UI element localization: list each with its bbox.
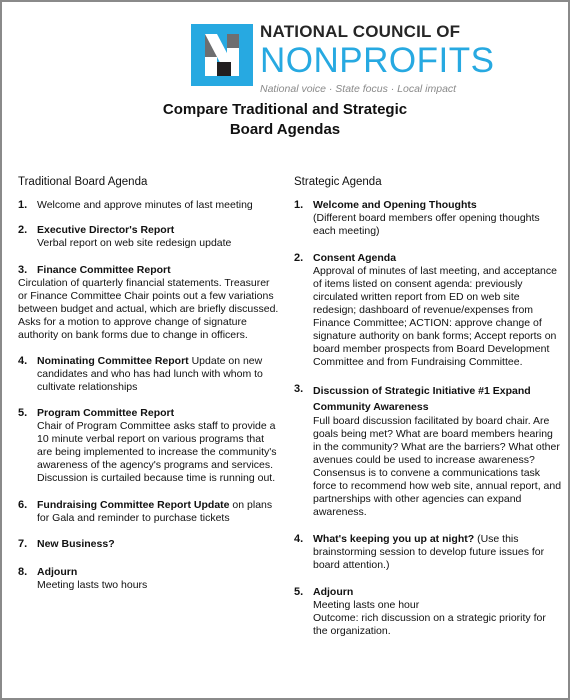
- item-number: 1.: [294, 199, 304, 211]
- strategic-item: [294, 199, 562, 238]
- item-number: 8.: [18, 566, 28, 578]
- item-heading: Discussion of Strategic Initiative #1 Expand Community Awareness: [313, 385, 531, 413]
- item-text: Welcome and approve minutes of last meeting: [37, 199, 253, 211]
- item-number: 5.: [18, 407, 28, 419]
- traditional-item: [18, 538, 280, 551]
- item-text: on plans for Gala and reminder to purchase tickets: [37, 499, 273, 524]
- item-number: 3.: [18, 264, 28, 276]
- item-description: Chair of Program Committee asks staff to provide a 10 minute verbal report on various programs that are being implemented to increase the community's awareness of the agency's programs and services. Discussion is curtailed because time is running out.: [37, 420, 277, 484]
- item-description: Verbal report on web site redesign update: [37, 237, 232, 249]
- item-text: (Use this brainstorming session to develop future issues for board attention.): [313, 533, 545, 571]
- traditional-item: [18, 499, 280, 525]
- traditional-item: [18, 566, 280, 592]
- item-description: Circulation of quarterly financial statements. Treasurer or Finance Committee Chair points out a few variations between budget and actual, which are briefly discussed. Asks for a motion to approve change of signature authority on bank forms due to change in officers.: [18, 277, 279, 341]
- strategic-item: [294, 533, 562, 572]
- org-name-line2: NONPROFITS: [260, 41, 495, 80]
- item-description: Meeting lasts two hours: [37, 579, 148, 591]
- item-number: 2.: [294, 252, 304, 264]
- traditional-item: [18, 264, 280, 342]
- title-line1: Compare Traditional and Strategic: [162, 101, 408, 118]
- item-description: Meeting lasts one hour Outcome: rich discussion on a strategic priority for the organization.: [313, 599, 546, 637]
- strategic-item: [294, 586, 562, 638]
- item-number: 5.: [294, 586, 304, 598]
- traditional-item: [18, 199, 280, 212]
- item-heading: Program Committee Report: [37, 407, 175, 419]
- item-heading: Adjourn: [37, 566, 78, 578]
- strategic-agenda-column: [294, 176, 562, 638]
- item-heading: What's keeping you up at night?: [313, 533, 475, 545]
- traditional-item: [18, 224, 280, 250]
- item-heading: Nominating Committee Report: [37, 355, 189, 367]
- traditional-agenda-column: [18, 176, 280, 592]
- title-line2: Board Agendas: [229, 121, 341, 138]
- item-number: 7.: [18, 538, 28, 550]
- item-description: Approval of minutes of last meeting, and acceptance of items listed on consent agenda: previously circulated written report from ED on web site redesign; dashboard of revenue/expenses from Finance Committee; ACTION: approve change of signature authority on bank forms; Accept reports on board member prospects from Board Development Committee and from Fundraising Committee.: [313, 265, 557, 368]
- item-text: Update on new candidates and who has had lunch with whom to cultivate relationships: [37, 355, 263, 393]
- item-description: Full board discussion facilitated by board chair. Are goals being met? What are board members hearing in the community? What are the barriers? What other avenues could be used to increase awareness? Consensus is to convene a communications task force to recommend how web site, annual report, and partnerships with other agencies can expand awareness.: [313, 415, 562, 518]
- ncn-logo-icon: [191, 24, 253, 86]
- strategic-item: [294, 252, 562, 369]
- item-number: 1.: [18, 199, 28, 211]
- traditional-heading: Traditional Board Agenda: [18, 176, 148, 188]
- traditional-item: [18, 355, 280, 394]
- item-description: (Different board members offer opening thoughts each meeting): [313, 212, 540, 237]
- strategic-item: [294, 383, 562, 519]
- item-number: 4.: [294, 533, 304, 545]
- item-heading: Finance Committee Report: [37, 264, 171, 276]
- item-heading: Adjourn: [313, 586, 354, 598]
- item-heading: Fundraising Committee Report Update: [37, 499, 230, 511]
- item-heading: Consent Agenda: [313, 252, 397, 264]
- item-heading: New Business?: [37, 538, 115, 550]
- page-title: [2, 100, 568, 140]
- traditional-item: [18, 407, 280, 485]
- org-name-line1: NATIONAL COUNCIL OF: [260, 22, 461, 41]
- logo-wordmark: [260, 22, 494, 95]
- item-heading: Executive Director's Report: [37, 224, 175, 236]
- item-number: 2.: [18, 224, 28, 236]
- item-heading: Welcome and Opening Thoughts: [313, 199, 477, 211]
- strategic-heading: Strategic Agenda: [294, 176, 382, 188]
- item-number: 6.: [18, 499, 28, 511]
- item-number: 3.: [294, 383, 304, 395]
- org-tagline: National voice · State focus · Local impact: [260, 83, 457, 95]
- item-number: 4.: [18, 355, 28, 367]
